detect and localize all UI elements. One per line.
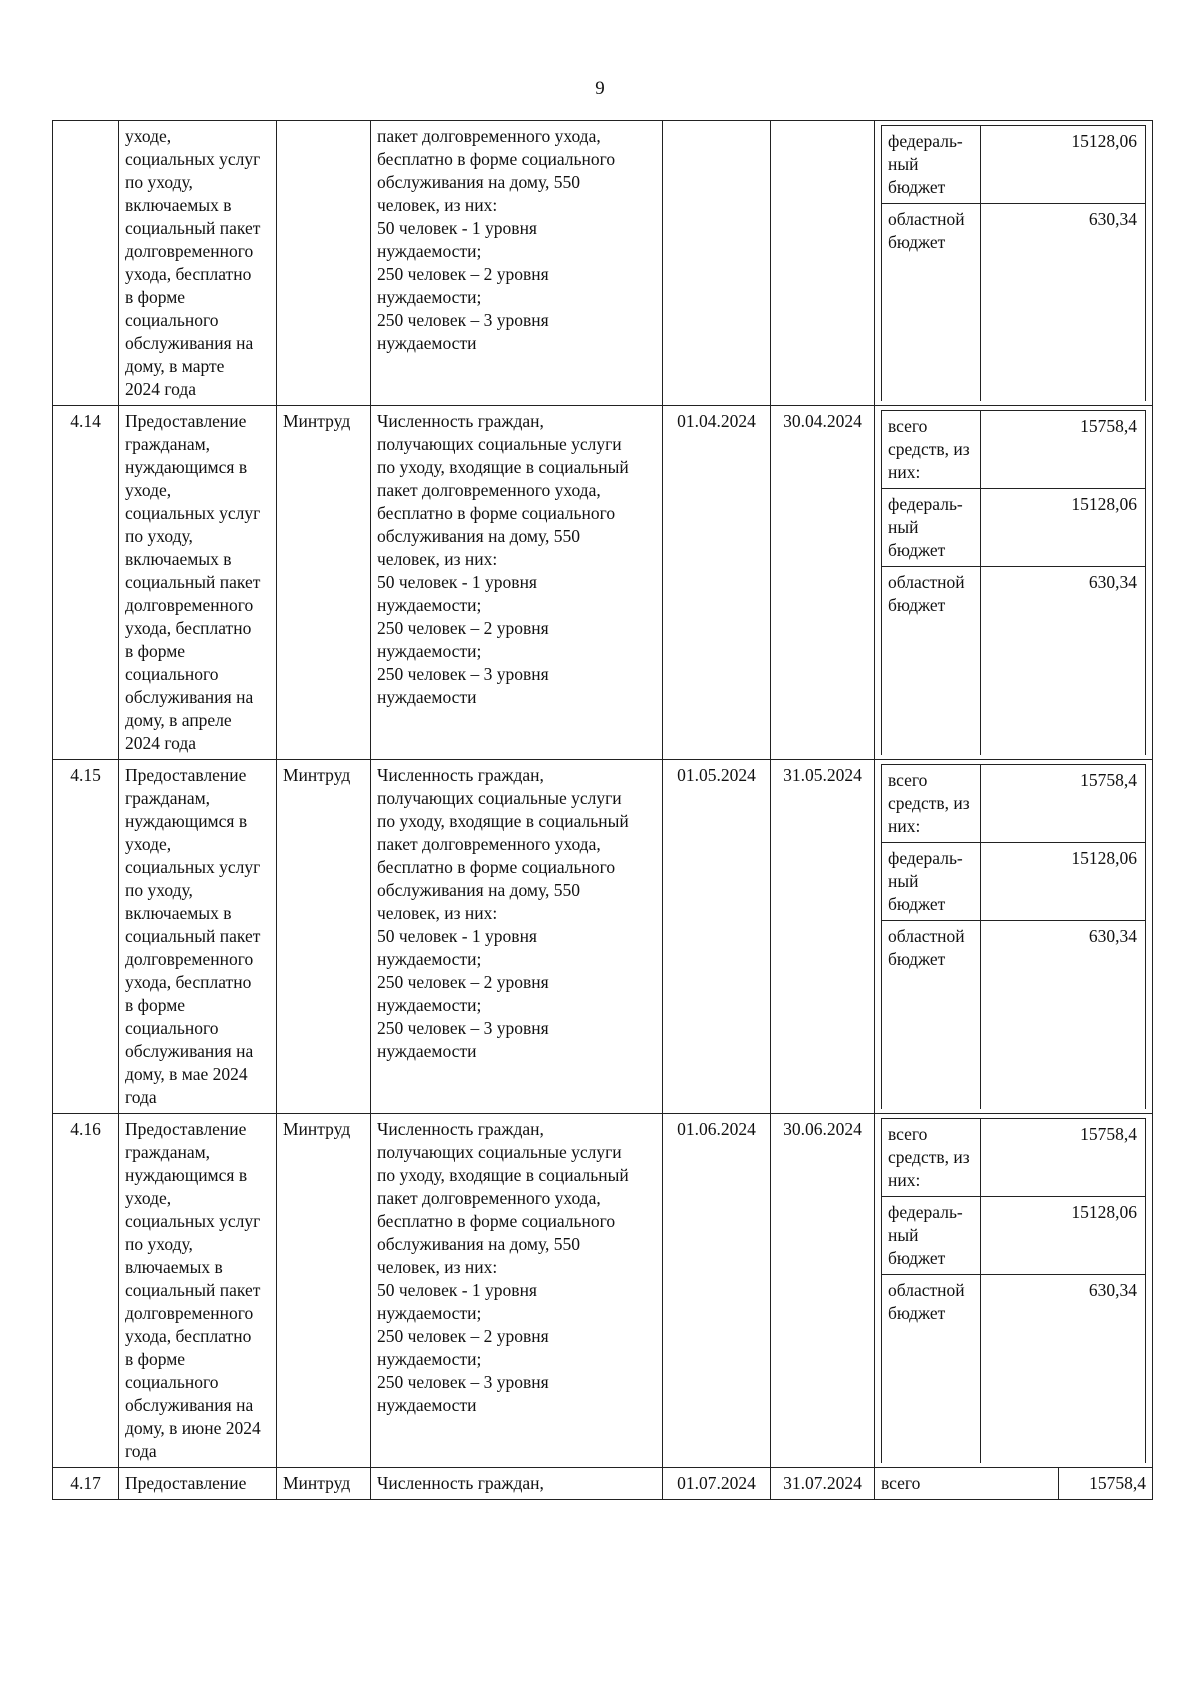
financing-amount: 15758,4 (981, 411, 1146, 489)
cell-executor: Минтруд (277, 1114, 371, 1468)
financing-amount: 630,34 (981, 567, 1146, 756)
table-row-continued (53, 121, 1153, 406)
cell-num: 4.16 (53, 1114, 119, 1468)
financing-row (882, 1275, 1146, 1464)
financing-row (882, 204, 1146, 402)
financing-amount: 15128,06 (981, 1197, 1146, 1275)
cell-executor: Минтруд (277, 760, 371, 1114)
cell-num: 4.15 (53, 760, 119, 1114)
financing-row (882, 126, 1146, 204)
cell-indicator: Численность граждан, получающих социальные услуги по уходу, входящие в социальный пакет долговременного ухода, бесплатно в форме социального обслуживания на дому, 550 человек, из них: 50 человек - 1 уровня нуждаемости; 250 человек – 2 уровня нуждаемости; 250 человек – 3 уровня нуждаемости (371, 760, 663, 1114)
financing-row (882, 1119, 1146, 1197)
table-row (53, 406, 1153, 760)
financing-source-label: всего средств, из них: (882, 1119, 981, 1197)
table-body (53, 121, 1153, 1500)
financing-source-label: областной бюджет (882, 204, 981, 402)
cell-start-date: 01.06.2024 (663, 1114, 771, 1468)
financing-subtable (881, 125, 1146, 401)
cell-indicator: Численность граждан, получающих социальные услуги по уходу, входящие в социальный пакет долговременного ухода, бесплатно в форме социального обслуживания на дому, 550 человек, из них: 50 человек - 1 уровня нуждаемости; 250 человек – 2 уровня нуждаемости; 250 человек – 3 уровня нуждаемости (371, 406, 663, 760)
financing-source-label: федераль- ный бюджет (882, 843, 981, 921)
financing-source-label: областной бюджет (882, 921, 981, 1110)
table-row-last (53, 1468, 1153, 1500)
financing-row (882, 921, 1146, 1110)
cell-executor: Минтруд (277, 1468, 371, 1500)
activities-table (52, 120, 1153, 1500)
financing-subtable (881, 410, 1146, 755)
cell-financing (875, 406, 1153, 760)
cell-indicator: Численность граждан, (371, 1468, 663, 1500)
cell-num: 4.17 (53, 1468, 119, 1500)
financing-amount: 15758,4 (981, 765, 1146, 843)
financing-amount: 630,34 (981, 921, 1146, 1110)
cell-name: Предоставление гражданам, нуждающимся в уходе, социальных услуг по уходу, включаемых в социальный пакет долговременного ухода, бесплатно в форме социального обслуживания на дому, в мае 2024 года (119, 760, 277, 1114)
financing-source-label: федераль- ный бюджет (882, 1197, 981, 1275)
financing-amount: 15128,06 (981, 126, 1146, 204)
cell-name: Предоставление гражданам, нуждающимся в уходе, социальных услуг по уходу, включаемых в социальный пакет долговременного ухода, бесплатно в форме социального обслуживания на дому, в апреле 2024 года (119, 406, 277, 760)
financing-row (882, 411, 1146, 489)
cell-fin-amount: 15758,4 (1059, 1468, 1153, 1500)
cell-name: Предоставление (119, 1468, 277, 1500)
page-number: 9 (595, 78, 605, 99)
financing-source-label: областной бюджет (882, 1275, 981, 1464)
table-row (53, 760, 1153, 1114)
financing-source-label: областной бюджет (882, 567, 981, 756)
cell-indicator: пакет долговременного ухода, бесплатно в форме социального обслуживания на дому, 550 человек, из них: 50 человек - 1 уровня нуждаемости; 250 человек – 2 уровня нуждаемости; 250 человек – 3 уровня нуждаемости (371, 121, 663, 406)
cell-fin-label: всего (875, 1468, 1059, 1500)
table-row (53, 1114, 1153, 1468)
cell-name: Предоставление гражданам, нуждающимся в уходе, социальных услуг по уходу, влючаемых в социальный пакет долговременного ухода, бесплатно в форме социального обслуживания на дому, в июне 2024 года (119, 1114, 277, 1468)
financing-source-label: федераль- ный бюджет (882, 489, 981, 567)
financing-amount: 15128,06 (981, 489, 1146, 567)
cell-num (53, 121, 119, 406)
cell-start-date: 01.04.2024 (663, 406, 771, 760)
financing-row (882, 567, 1146, 756)
cell-executor (277, 121, 371, 406)
cell-end-date: 31.05.2024 (771, 760, 875, 1114)
cell-name: уходе, социальных услуг по уходу, включаемых в социальный пакет долговременного ухода, бесплатно в форме социального обслуживания на дому, в марте 2024 года (119, 121, 277, 406)
financing-source-label: всего средств, из них: (882, 411, 981, 489)
cell-indicator: Численность граждан, получающих социальные услуги по уходу, входящие в социальный пакет долговременного ухода, бесплатно в форме социального обслуживания на дому, 550 человек, из них: 50 человек - 1 уровня нуждаемости; 250 человек – 2 уровня нуждаемости; 250 человек – 3 уровня нуждаемости (371, 1114, 663, 1468)
cell-end-date: 30.04.2024 (771, 406, 875, 760)
financing-subtable (881, 1118, 1146, 1463)
cell-executor: Минтруд (277, 406, 371, 760)
financing-row (882, 489, 1146, 567)
cell-end-date: 30.06.2024 (771, 1114, 875, 1468)
cell-financing (875, 1114, 1153, 1468)
financing-row (882, 765, 1146, 843)
financing-amount: 15758,4 (981, 1119, 1146, 1197)
financing-amount: 15128,06 (981, 843, 1146, 921)
financing-subtable (881, 764, 1146, 1109)
cell-financing (875, 760, 1153, 1114)
cell-end-date (771, 121, 875, 406)
financing-source-label: всего средств, из них: (882, 765, 981, 843)
cell-start-date (663, 121, 771, 406)
financing-source-label: федераль- ный бюджет (882, 126, 981, 204)
cell-financing (875, 121, 1153, 406)
cell-start-date: 01.05.2024 (663, 760, 771, 1114)
financing-row (882, 843, 1146, 921)
cell-start-date: 01.07.2024 (663, 1468, 771, 1500)
cell-end-date: 31.07.2024 (771, 1468, 875, 1500)
financing-row (882, 1197, 1146, 1275)
cell-num: 4.14 (53, 406, 119, 760)
financing-amount: 630,34 (981, 1275, 1146, 1464)
financing-amount: 630,34 (981, 204, 1146, 402)
